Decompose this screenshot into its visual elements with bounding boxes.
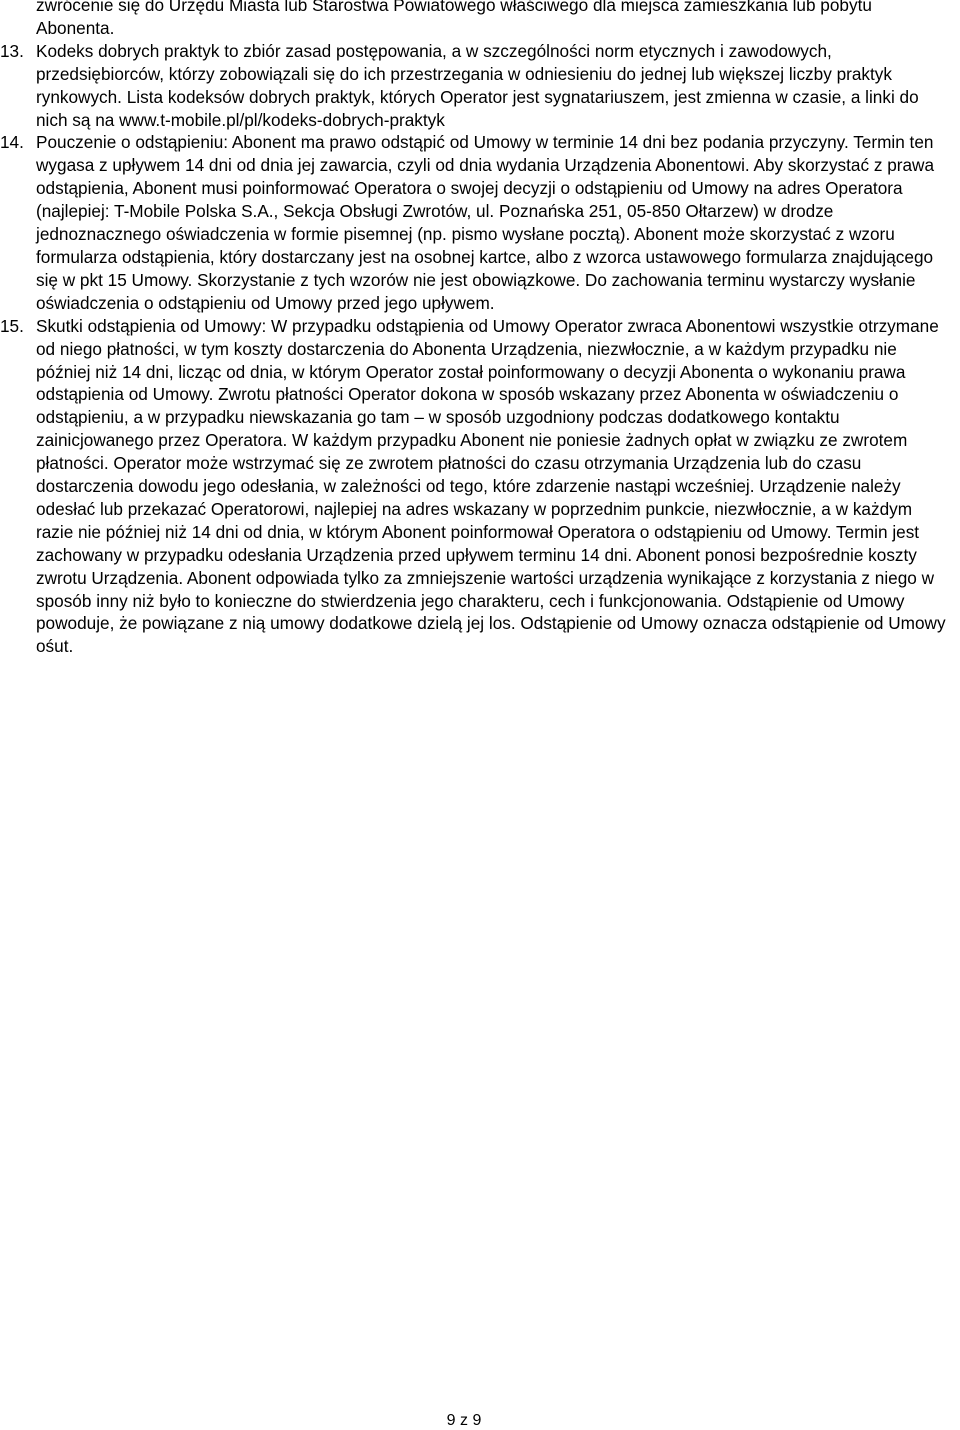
list-item-14 bbox=[0, 131, 950, 314]
list-item-13 bbox=[0, 40, 950, 132]
page-number: 9 z 9 bbox=[446, 1412, 482, 1429]
list-item-number: 14. bbox=[0, 132, 24, 153]
list-item-number: 13. bbox=[0, 40, 24, 61]
list-item-15 bbox=[0, 315, 950, 659]
document-body bbox=[0, 0, 950, 658]
list-item-text: Kodeks dobrych praktyk to zbiór zasad postępowania, a w szczególności norm etycznych i zawodowych, przedsiębiorców, którzy zobowiązali się do ich przestrzegania w odniesieniu do jednej lub większej liczby praktyk rynkowych. Lista kodeksów dobrych praktyk, których Operator jest sygnatariuszem, jest zmienna w czasie, a linki do nich są na www.t-mobile.pl/pl/kodeks-dobrych-praktyk bbox=[36, 40, 919, 130]
list-item-number: 15. bbox=[0, 315, 24, 336]
list-item-text: Skutki odstąpienia od Umowy: W przypadku odstąpienia od Umowy Operator zwraca Abonentowi wszystkie otrzymane od niego płatności, w tym koszty dostarczenia do Abonenta Urządzenia, niezwłocznie, a w każdym przypadku nie później niż 14 dni, licząc od dnia, w którym Operator został poinformowany o decyzji Abonenta o wykonaniu prawa odstąpienia od Umowy. Zwrotu płatności Operator dokona w sposób wskazany przez Abonenta w oświadczeniu o odstąpieniu, a w przypadku niewskazania go tam – w sposób uzgodniony podczas dodatkowego kontaktu zainicjowanego przez Operatora. W każdym przypadku Abonent nie poniesie żadnych opłat w związku ze zwrotem płatności. Operator może wstrzymać się ze zwrotem płatności do czasu otrzymania Urządzenia lub do czasu dostarczenia dowodu jego odesłania, w zależności od tego, które zdarzenie nastąpi wcześniej. Urządzenie należy odesłać lub przekazać Operatorowi, najlepiej na adres wskazany w poprzednim punkcie, niezwłocznie, a w każdym razie nie później niż 14 dni od dnia, w którym Abonent poinformował Operatora o odstąpieniu od Umowy. Termin jest zachowany w przypadku odesłania Urządzenia przed upływem terminu 14 dni. Abonent ponosi bezpośrednie koszty zwrotu Urządzenia. Abonent odpowiada tylko za zmniejszenie wartości urządzenia wynikające z korzystania z niego w sposób inny niż było to konieczne do stwierdzenia jego charakteru, cech i funkcjonowania. Odstąpienie od Umowy powoduje, że powiązane z nią umowy dodatkowe dzielą jej los. Odstąpienie od Umowy oznacza odstąpienie od Umowy ośut. bbox=[36, 315, 946, 657]
intro-paragraph: zwrócenie się do Urzędu Miasta lub Starostwa Powiatowego właściwego dla miejsca zamieszkania lub pobytu Abonenta. bbox=[36, 0, 872, 38]
list-item-text: Pouczenie o odstąpieniu: Abonent ma prawo odstąpić od Umowy w terminie 14 dni bez podania przyczyny. Termin ten wygasa z upływem 14 dni od dnia jej zawarcia, czyli od dnia wydania Urządzenia Abonentowi. Aby skorzystać z prawa odstąpienia, Abonent musi poinformować Operatora o swojej decyzji o odstąpieniu od Umowy na adres Operatora (najlepiej: T-Mobile Polska S.A., Sekcja Obsługi Zwrotów, ul. Poznańska 251, 05-850 Ołtarzew) w drodze jednoznacznego oświadczenia w formie pisemnej (np. pismo wysłane pocztą). Abonent może skorzystać z wzoru formularza odstąpienia, który dostarczany jest na osobnej kartce, albo z wzorca ustawowego formularza znajdującego się w pkt 15 Umowy. Skorzystanie z tych wzorów nie jest obowiązkowe. Do zachowania terminu wystarczy wysłanie oświadczenia o odstąpieniu od Umowy przed jego upływem. bbox=[36, 132, 935, 313]
